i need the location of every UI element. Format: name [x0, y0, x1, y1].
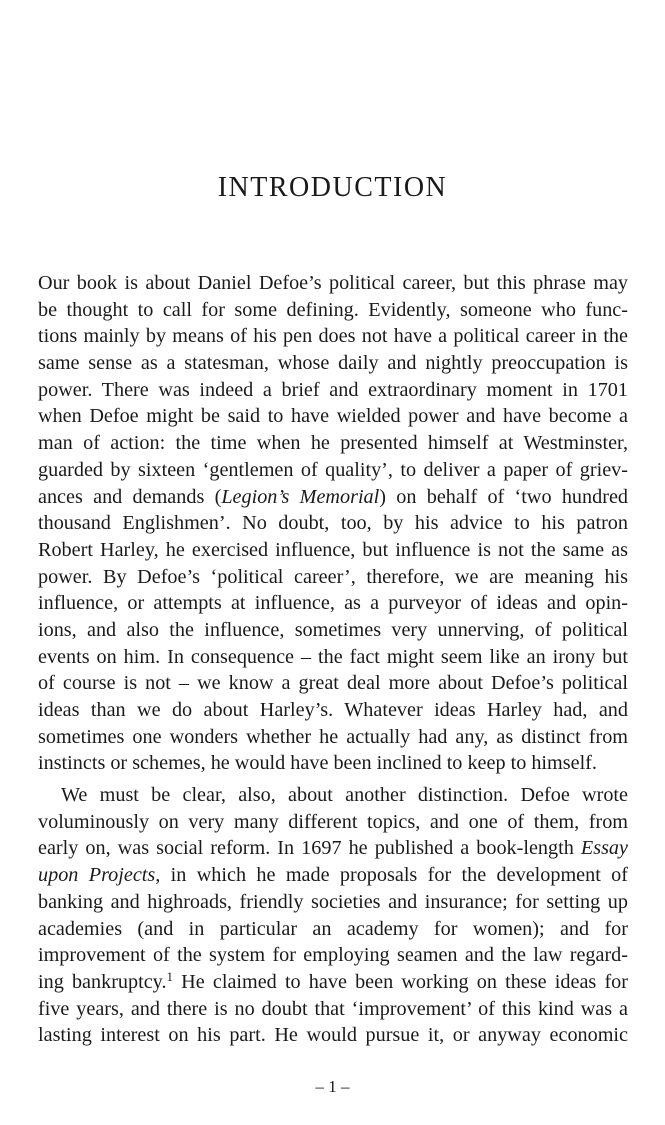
text-segment: early on, was social reform. In 1697 he published a book-length — [38, 837, 581, 860]
body-text — [38, 270, 628, 1049]
text-line: man of action: the time when he presented himself at Westminster, — [38, 432, 628, 455]
text-segment: ing bankruptcy. — [38, 970, 167, 993]
text-line: power. There was indeed a brief and extraordinary moment in 1701 — [38, 378, 628, 401]
chapter-title: INTRODUCTION — [217, 172, 448, 203]
text-line: We must be clear, also, about another distinction. Defoe wrote — [61, 784, 628, 807]
text-line: tions mainly by means of his pen does not have a political career in the — [38, 325, 628, 348]
text-line: ions, and also the influence, sometimes very unnerving, of political — [38, 618, 628, 641]
italic-title: Legion’s Memorial — [221, 485, 380, 508]
text-line: five years, and there is no doubt that ‘improvement’ of this kind was a — [38, 997, 628, 1020]
text-line: instincts or schemes, he would have been inclined to keep to himself. — [38, 752, 597, 775]
text-line: voluminously on very many different topics, and one of them, from — [38, 810, 628, 833]
text-line: when Defoe might be said to have wielded power and have become a — [38, 405, 628, 428]
text-line-with-italic — [38, 862, 628, 889]
paragraph-1 — [38, 270, 628, 777]
text-line: Our book is about Daniel Defoe’s political career, but this phrase may — [38, 272, 628, 294]
footnote-marker[interactable]: 1 — [166, 968, 174, 984]
text-line: ideas than we do about Harley’s. Whatever ideas Harley had, and — [38, 699, 628, 721]
text-segment: He claimed to have been working on these ideas for — [173, 970, 628, 993]
italic-title: upon Projects — [38, 864, 156, 887]
text-line: sometimes one wonders whether he actually had any, as distinct from — [38, 725, 628, 748]
text-line: be thought to call for some defining. Evidently, someone who func- — [38, 298, 628, 321]
text-line: power. By Defoe’s ‘political career’, therefore, we are meaning his — [38, 565, 628, 588]
italic-title: Essay — [580, 837, 628, 860]
text-segment: ) on behalf of ‘two hundred — [379, 485, 628, 508]
text-line: improvement of the system for employing seamen and the law regard- — [38, 944, 628, 967]
text-line: lasting interest on his part. He would pursue it, or anyway economic — [38, 1024, 628, 1047]
paragraph-2 — [38, 782, 628, 1049]
text-line: thousand Englishmen’. No doubt, too, by his advice to his patron — [38, 512, 628, 535]
text-line: banking and highroads, friendly societies and insurance; for setting up — [38, 890, 628, 913]
text-segment: , in which he made proposals for the development of — [155, 864, 628, 887]
text-line-with-italic — [38, 484, 628, 511]
text-line: academies (and in particular an academy for women); and for — [38, 917, 628, 940]
text-line: influence, or attempts at influence, as a purveyor of ideas and opin- — [38, 592, 628, 615]
page-number: – 1 – — [315, 1077, 350, 1096]
text-line-with-footnote — [38, 969, 628, 996]
text-line: events on him. In consequence – the fact might seem like an irony but — [38, 645, 628, 668]
text-line: guarded by sixteen ‘gentlemen of quality’, to deliver a paper of griev- — [38, 458, 628, 481]
text-line: Robert Harley, he exercised influence, but influence is not the same as — [38, 538, 628, 561]
text-line: of course is not – we know a great deal more about Defoe’s political — [38, 672, 628, 695]
text-line: same sense as a statesman, whose daily and nightly preoccupation is — [38, 352, 628, 375]
text-line-with-italic — [38, 835, 628, 862]
text-segment: ances and demands ( — [38, 485, 222, 508]
